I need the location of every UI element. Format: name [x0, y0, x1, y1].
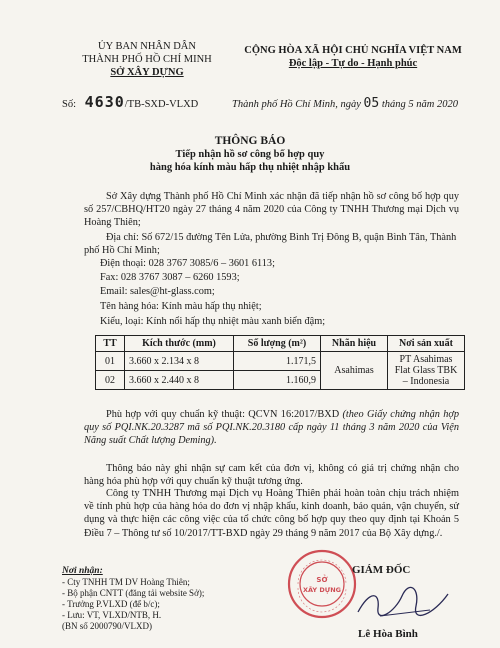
svg-text:XÂY DỰNG: XÂY DỰNG: [303, 586, 341, 594]
cell-qty: 1.160,9: [234, 371, 321, 390]
recipient-item: - Bộ phận CNTT (đăng tải website Sở);: [62, 588, 205, 598]
official-seal: [286, 548, 358, 620]
national-motto: Độc lập - Tự do - Hạnh phúc: [288, 58, 418, 69]
goods-table: [95, 335, 465, 390]
acknowledgement-paragraph: Thông báo này ghi nhận sự cam kết của đơn vị, không có giá trị chứng nhận cho hàng hóa phù hợp với quy chuẩn kỹ thuật tương ứng.: [84, 463, 459, 488]
document-title: THÔNG BÁO: [214, 135, 286, 147]
cell-origin: PT Asahimas Flat Glass TBK – Indonesia: [388, 352, 465, 390]
cell-tt: 02: [96, 371, 125, 390]
reference-suffix: /TB-SXD-VLXD: [124, 99, 199, 110]
issuer-line2: THÀNH PHỐ HỒ CHÍ MINH: [82, 54, 212, 65]
signature: [350, 582, 460, 624]
cell-size: 3.660 x 2.134 x 8: [125, 352, 234, 371]
signer-title: GIÁM ĐỐC: [352, 564, 411, 576]
th-origin: Nơi sản xuất: [388, 336, 465, 352]
issuer-department: SỞ XÂY DỰNG: [110, 67, 184, 78]
subtitle-line1: Tiếp nhận hồ sơ công bố hợp quy: [175, 149, 325, 160]
conformity-certificate: (theo Giấy chứng nhận hợp quy số PQI.NK.20.3287 mã số PQI.NK.20.3180 cấp ngày 11 tháng 3 năm 2020 của Viện Năng suất Chất lượng Deming).: [84, 409, 459, 447]
responsibility-paragraph: Công ty TNHH Thương mại Dịch vụ Hoàng Thiên phải hoàn toàn chịu trách nhiệm về tính phù hợp của hàng hóa do đơn vị nhập khẩu, kinh doanh, bảo quản, vận chuyển, sử dụng và thực hiện các công việc của tổ chức công bố hợp quy theo quy định tại Khoản 5 Điều 7 – Thông tư số 10/2017/TT-BXD ngày 29 tháng 9 năm 2017 của Bộ Xây dựng./.: [84, 488, 459, 539]
cell-size: 3.660 x 2.440 x 8: [125, 371, 234, 390]
th-size: Kích thước (mm): [125, 336, 234, 352]
cell-brand: Asahimas: [321, 352, 388, 390]
table-row: [96, 352, 465, 371]
date-rest: tháng 5 năm 2020: [381, 99, 458, 110]
subtitle-line2: hàng hóa kính màu hấp thụ nhiệt nhập khẩu: [149, 161, 351, 173]
conformity-standard: Phù hợp với quy chuẩn kỹ thuật: QCVN 16:2017/BXD: [106, 409, 340, 420]
document-subtitle: [60, 149, 440, 174]
company-fax: Fax: 028 3767 3087 – 6260 1593;: [100, 272, 240, 283]
country-name: CỘNG HÒA XÃ HỘI CHỦ NGHĨA VIỆT NAM: [244, 45, 462, 56]
intro-paragraph: Sở Xây dựng Thành phố Hồ Chí Minh xác nhận đã tiếp nhận hồ sơ công bố hợp quy số 257/CBHQ/HT20 ngày 27 tháng 4 năm 2020 của Công ty TNHH Thương mại Dịch vụ Hoàng Thiên;: [84, 191, 459, 229]
date-day-handwritten: 05: [363, 96, 380, 111]
conformity-paragraph: [84, 408, 459, 448]
recipients-block: [62, 566, 204, 632]
table-header-row: [96, 336, 465, 352]
company-address: Địa chỉ: Số 672/15 đường Tên Lửa, phường Bình Trị Đông B, quận Bình Tân, Thành phố Hồ Chí Minh;: [84, 232, 457, 257]
cell-tt: 01: [96, 352, 125, 371]
company-email: Email: sales@ht-glass.com;: [100, 286, 215, 297]
reference-handwritten-number: 4630: [84, 93, 125, 111]
svg-text:SỞ: SỞ: [316, 576, 328, 584]
recipient-item: (BN số 2000790/VLXD): [62, 621, 152, 631]
recipient-item: - Lưu: VT, VLXD/NTB, H.: [62, 610, 162, 620]
th-tt: TT: [96, 336, 125, 352]
reference-label: Số:: [62, 99, 77, 110]
date-prefix: Thành phố Hồ Chí Minh, ngày: [232, 99, 361, 110]
signer-name: Lê Hòa Bình: [358, 628, 418, 640]
recipients-title: Nơi nhận:: [62, 566, 103, 576]
issuer-line1: ỦY BAN NHÂN DÂN: [98, 41, 196, 52]
recipient-item: - Trưởng P.VLXD (để b/c);: [62, 599, 160, 609]
goods-name: Tên hàng hóa: Kính màu hấp thụ nhiệt;: [100, 301, 262, 312]
th-brand: Nhãn hiệu: [321, 336, 388, 352]
issuer-block: [62, 40, 232, 79]
reference-number: [62, 93, 198, 111]
recipient-item: - Cty TNHH TM DV Hoàng Thiên;: [62, 577, 190, 587]
th-qty: Số lượng (m²): [234, 336, 321, 352]
cell-qty: 1.171,5: [234, 352, 321, 371]
goods-type: Kiểu, loại: Kính nổi hấp thụ nhiệt màu xanh biển đậm;: [100, 316, 326, 327]
company-phone: Điện thoại: 028 3767 3085/6 – 3601 6113;: [100, 258, 275, 269]
issue-date: [232, 96, 458, 111]
national-motto-block: [233, 44, 473, 70]
